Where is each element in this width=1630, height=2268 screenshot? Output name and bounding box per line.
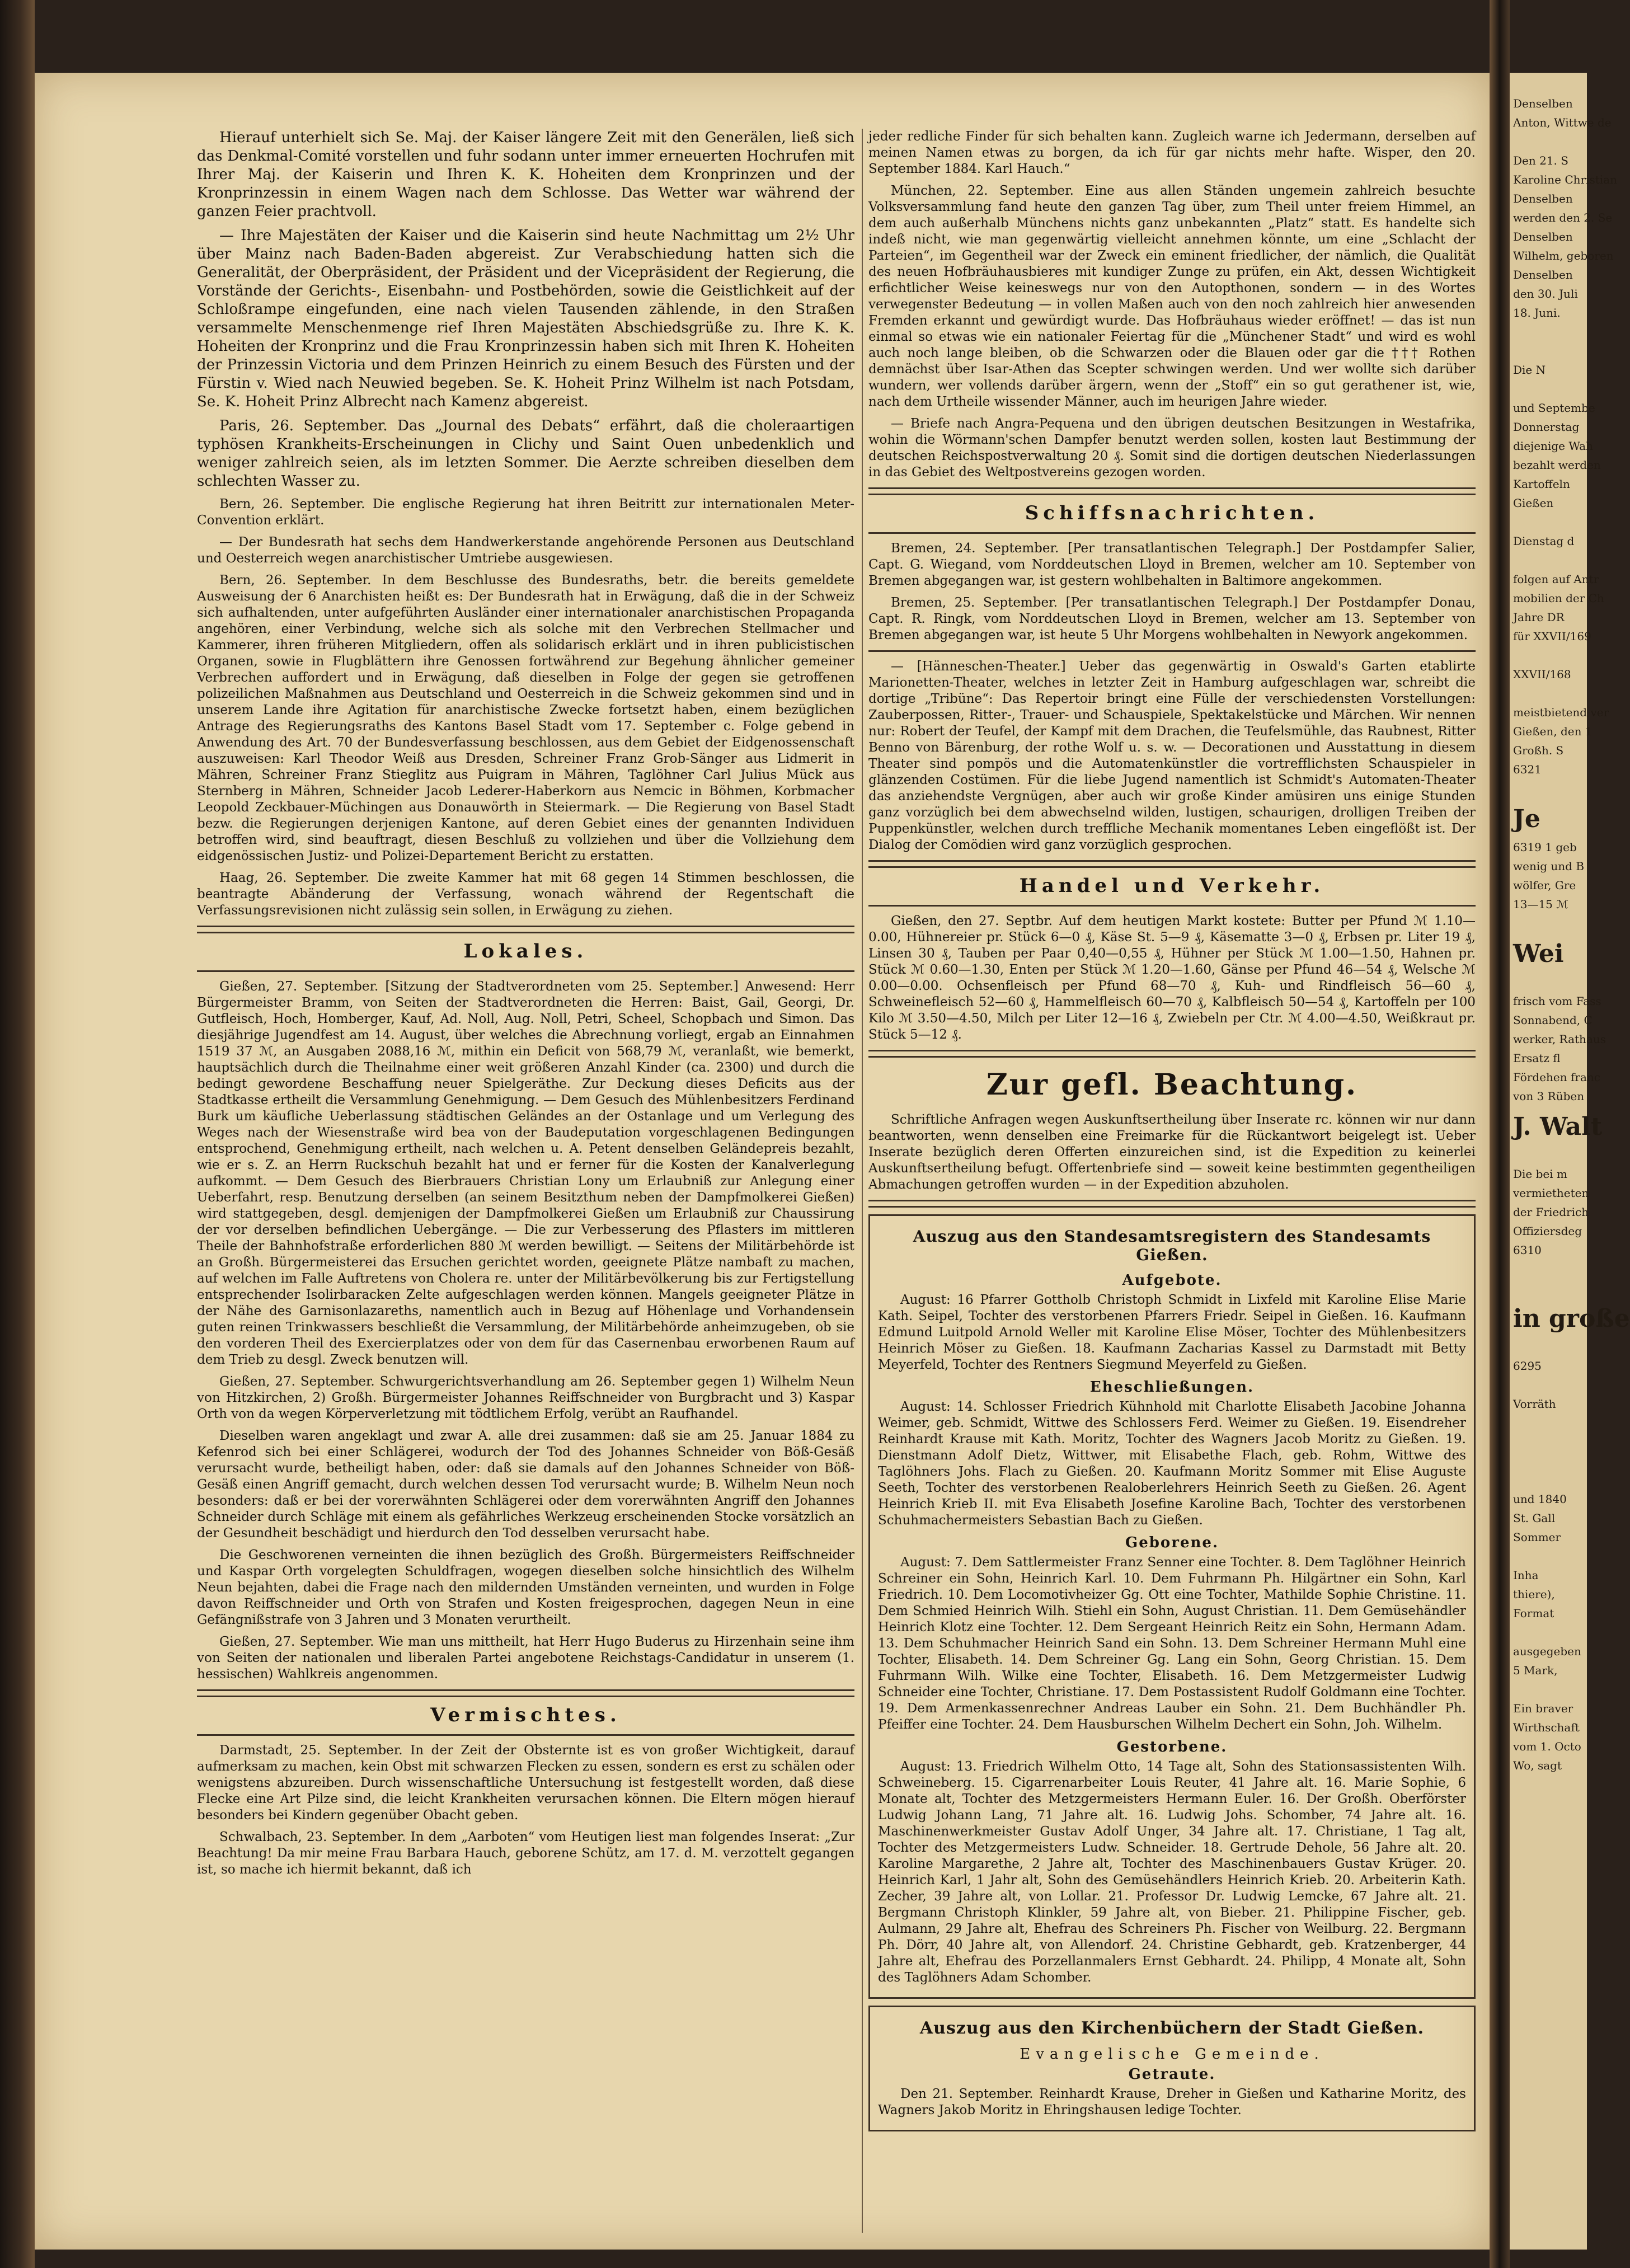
adjacent-page-line: 6295	[1513, 1359, 1542, 1373]
adjacent-page-line: Wo, sagt	[1513, 1759, 1562, 1772]
notice-text: Schriftliche Anfragen wegen Auskunftsertheilung über Inserate rc. können wir nur dann beantworten, wenn denselben eine Freimarke für die Rückantwort beigelegt ist. Ueber Inserate bezüglich deren Offerten einzureichen sind, ist die Expedition zu keinerlei Auskunftsertheilung befugt. Offertenbriefe sind — soweit keine bestimmten gegentheiligen Abmachungen getroffen wurden — in der Expedition abzuholen.	[868, 1112, 1476, 1192]
adjacent-page-line	[1513, 1434, 1587, 1450]
article-paragraph: Bremen, 25. September. [Per transatlantischen Telegraph.] Der Postdampfer Donau, Capt. R. Ringk, vom Norddeutschen Lloyd in Bremen, welcher am 13. September von Bremen abgegangen war, ist heute 5 Uhr Morgens wohlbehalten in Newyork angekommen.	[868, 595, 1476, 642]
adjacent-page-line	[1513, 1548, 1587, 1565]
adjacent-page-heading: Je	[1513, 805, 1540, 833]
section-divider	[868, 1200, 1476, 1208]
adjacent-page-line: folgen auf Antr	[1513, 572, 1599, 586]
adjacent-page-line: Sommer	[1513, 1530, 1561, 1544]
article-paragraph: Schwalbach, 23. September. In dem „Aarboten“ vom Heutigen liest man folgendes Inserat: „Zur Beachtung! Da mir meine Frau Barbara Hauch, geborene Schütz, am 17. d. M. verzottelt gegangen ist, so mache ich hiermit bekannt, daß ich	[197, 1830, 854, 1877]
adjacent-page-line	[1513, 685, 1587, 702]
adjacent-page-line: Inha	[1513, 1569, 1539, 1582]
article-paragraph: Gießen, 27. September. Schwurgerichtsverhandlung am 26. September gegen 1) Wilhelm Neun von Hitzkirchen, 2) Großh. Bürgermeister Johannes Reiffschneider von Burgbracht und 3) Kaspar Orth von da wegen Körperverletzung mit tödtlichem Erfolg, verübt an Raufhandel.	[197, 1374, 854, 1421]
registry-heading: Auszug aus den Standesamtsregistern des Standesamts Gießen.	[913, 1227, 1431, 1264]
article-paragraph: Hierauf unterhielt sich Se. Maj. der Kaiser längere Zeit mit den Generälen, ließ sich das Denkmal-Comité vorstellen und fuhr sodann unter immer erneuerten Hochrufen mit Ihrer Maj. der Kaiserin und Ihren K. K. Hoheiten dem Kronprinzen und der Kronprinzessin in einem Wagen nach dem Schlosse. Das Wetter war während der ganzen Feier prachtvoll.	[197, 129, 854, 220]
adjacent-page-line	[1513, 381, 1587, 397]
adjacent-page-line: XXVII/168	[1513, 668, 1571, 681]
adjacent-page-line	[1513, 514, 1587, 530]
newspaper-page	[35, 73, 1490, 2250]
registry-subheading: Aufgebote.	[1122, 1272, 1222, 1289]
adjacent-page-line	[1513, 1280, 1587, 1297]
registry-subheading: Getraute.	[1128, 2066, 1216, 2083]
adjacent-page-line: den 30. Juli	[1513, 287, 1578, 300]
article-paragraph: Gießen, 27. September. [Sitzung der Stadtverordneten vom 25. September.] Anwesend: Herr Bürgermeister Bramm, von Seiten der Stadtverordneten die Herren: Baist, Gail, Georgi, Dr. Gutfleisch, Hoch, Homberger, Kauf, Ad. Noll, Aug. Noll, Petri, Scheel, Schopbach und Simon. Das diesjährige Jugendfest am 14. August, über welches die Abrechnung vorliegt, ergab an Einnahmen 1519 37 ℳ, an Ausgaben 2088,16 ℳ, mithin ein Deficit von 568,79 ℳ, veranlaßt, wie bemerkt, hauptsächlich durch die Theilnahme einer weit größeren Anzahl Kinder (ca. 2300) und durch die bedingt gewordene Beschaffung neuer Spielgeräthe. Zur Deckung dieses Deficits aus der Stadtkasse ertheilt die Versammlung Genehmigung. — Dem Gesuch des Mühlenbesitzers Ferdinand Burk um käufliche Ueberlassung städtischen Geländes an der Ostanlage und um Verlegung des Weges nach der Wiesenstraße wird bea von der Baudeputation vorgeschlagenen Bedingungen entsprochend, Genehmigung ertheilt, nach welchen u. A. Petent denselben Geländepreis bezahlt, wie er s. Z. an Herrn Ruckschuh bezahlt hat und er ferner für die Kosten der Kanalverlegung aufkommt. — Dem Gesuch des Bierbrauers Christian Lony um Erlaubniß zur Anlegung einer Ueberfahrt, resp. Benutzung derselben (an seinem Besitzthum neben der Dampfmolkerei Gießen) wird stattgegeben, desgl. demjenigen der Dampfmolkerei Gießen um Erlaubniß zur Chaussirung der vor derselben befindlichen Uebergänge. — Die zur Verbesserung des Pflasters im mittleren Theile der Bahnhofstraße erforderlichen 880 ℳ werden bewilligt. — Seitens der Militärbehörde ist an Großh. Bürgermeisterei das Ersuchen gerichtet worden, geeignete Plätze nambaft zu machen, auf welchen im Falle Auftretens von Cholera re. unter der Militärbevölkerung bis zur Fertigstellung entsprechender Isolirbaracken Zelte aufgeschlagen werden können. Mangels geeigneter Plätze in der Nähe des Garnisonlazareths, namentlich auch in Bezug auf Höhenlage und Vorhandensein guten reinen Trinkwassers beschließt die Versammlung, der Militärbehörde anheimzugeben, ob sie den vorderen Theil des Exercierplatzes oder von dem für das Casernenbau erworbenen Raum auf dem Trieb zu desgl. Zweck benutzen will.	[197, 979, 854, 1367]
church-heading: Auszug aus den Kirchenbüchern der Stadt Gießen.	[919, 2018, 1425, 2038]
section-divider	[868, 487, 1476, 495]
adjacent-page-line: Fördehen franc	[1513, 1070, 1600, 1084]
adjacent-page-line: Sonnabend, C	[1513, 1013, 1593, 1027]
adjacent-page-line: thiere),	[1513, 1588, 1555, 1601]
notice-heading: Zur gefl. Beachtung.	[986, 1068, 1358, 1102]
church-subheading: Evangelische Gemeinde.	[1020, 2046, 1324, 2063]
adjacent-page-line: Denselben	[1513, 192, 1573, 205]
adjacent-page-line	[1513, 780, 1587, 797]
adjacent-page-line: von 3 Rüben	[1513, 1090, 1585, 1103]
article-paragraph: — [Hänneschen-Theater.] Ueber das gegenwärtig in Oswald's Garten etablirte Marionetten-Theater, welches in letzter Zeit in Hamburg aufgeschlagen war, schreibt die dortige „Tribüne“: Das Repertoir bringt eine Fülle der verschiedensten Vorstellungen: Zauberpossen, Ritter-, Trauer- und Schauspiele, Spektakelstücke und Märchen. Wir nennen nur: Robert der Teufel, der Kampf mit dem Drachen, die Teufelsmühle, das Raubnest, Ritter Benno von Bärenburg, der rothe Wolf u. s. w. — Decorationen und Ausstattung in diesem Theater sind pompös und die Automatenkünstler die vortrefflichsten Schauspieler in glänzenden Costümen. Für die liebe Jugend namentlich ist Schmidt's Automaten-Theater das anziehendste Vergnügen, aber auch wir große Kinder amüsiren uns einige Stunden ganz vorzüglich bei dem abwechselnd wilden, lustigen, schaurigen, drolligen Treiben der Puppenkünstler, welchen durch treffliche Mechanik momentanes Leben eingeflößt ist. Der Dialog der Comödien wird ganz vorzüglich gesprochen.	[868, 659, 1476, 852]
adjacent-page-line: 13—15 ℳ	[1513, 898, 1568, 911]
adjacent-page-line: Ersatz fl	[1513, 1051, 1561, 1065]
adjacent-page-line: 18. Juni.	[1513, 306, 1561, 320]
adjacent-page-line	[1513, 342, 1587, 359]
adjacent-page-line: 6310	[1513, 1243, 1542, 1257]
registry-subheading: Gestorbene.	[1116, 1739, 1228, 1755]
adjacent-page-line: und Septembe	[1513, 401, 1595, 415]
article-paragraph: Gießen, 27. September. Wie man uns mittheilt, hat Herr Hugo Buderus zu Hirzenhain seine ihm von Seiten der nationalen und liberalen Partei angebotene Reichstags-Candidatur in unserem (1. hessischen) Wahlkreis angenommen.	[197, 1635, 854, 1682]
church-registry-box	[868, 2006, 1476, 2131]
adjacent-page-line: Großh. S	[1513, 744, 1564, 757]
section-divider	[868, 1050, 1476, 1058]
adjacent-page-line	[1513, 323, 1587, 340]
section-divider	[868, 650, 1476, 652]
adjacent-page-line: Gießen, den 1	[1513, 725, 1593, 738]
registry-entries: August: 16 Pfarrer Gottholb Christoph Schmidt in Lixfeld mit Karoline Elise Marie Kath. Seipel, Tochter des verstorbenen Pfarrers Friedr. Seipel in Gießen. 16. Kaufmann Edmund Luitpold Arnold Weller mit Karoline Elise Möser, Tochter des Mühlenbesitzers Heinrich Möser zu Gießen. 18. Kaufmann Zacharias Kassel zu Darmstadt mit Betty Meyerfeld, Tochter des Rentners Siegmund Meyerfeld zu Gießen.	[878, 1293, 1466, 1372]
adjacent-page-line: ausgegeben	[1513, 1645, 1581, 1658]
adjacent-page-line: mobilien der Ch	[1513, 591, 1604, 605]
article-paragraph: Paris, 26. September. Das „Journal des Debats“ erfährt, daß die choleraartigen typhösen Krankheits-Erscheinungen in Clichy und Saint Ouen unbedenklich und weniger zahlreich seien, als im letzten Sommer. Die Aerzte schreiben dieselben dem schlechten Wasser zu.	[197, 417, 854, 490]
adjacent-page-line: und 1840	[1513, 1492, 1567, 1506]
column-rule	[862, 129, 863, 2233]
left-column	[197, 129, 854, 2233]
article-paragraph: Die Geschworenen verneinten die ihnen bezüglich des Großh. Bürgermeisters Reiffschneider und Kaspar Orth vorgelegten Schuldfragen, wogegen dieselben solche hinsichtlich des Wilhelm Neun bejahten, dabei die Frage nach den mildernden Umständen verneinten, und wurden in Folge davon Reiffschneider und Orth von Strafen und Kosten freigesprochen, dagegen Neun in eine Gefängnißstrafe von 3 Jahren und 3 Monaten verurtheilt.	[197, 1548, 854, 1627]
adjacent-page-line: St. Gall	[1513, 1511, 1556, 1525]
adjacent-page-line: Karoline Christian	[1513, 173, 1617, 186]
adjacent-page-line: Jahre DR	[1513, 611, 1565, 624]
adjacent-page-line: Denselben	[1513, 97, 1573, 110]
section-heading-lokales: Lokales.	[463, 940, 588, 962]
registry-subheading: Eheschließungen.	[1089, 1379, 1255, 1396]
adjacent-page-text	[1510, 95, 1630, 1776]
adjacent-page-line: vermietheten	[1513, 1186, 1589, 1200]
adjacent-page-line	[1513, 1261, 1587, 1278]
section-divider	[197, 1689, 854, 1697]
adjacent-page-line	[1513, 974, 1587, 990]
adjacent-page-line	[1513, 1147, 1587, 1163]
adjacent-page-heading: Wei	[1513, 940, 1564, 968]
civil-registry-box	[868, 1214, 1476, 1999]
adjacent-page-line: 6319 1 geb	[1513, 840, 1577, 854]
adjacent-page-line: vom 1. Octo	[1513, 1740, 1581, 1753]
adjacent-page-line: wenig und B	[1513, 860, 1585, 873]
adjacent-page-line: für XXVII/169	[1513, 630, 1591, 643]
adjacent-page-line: Offiziersdeg	[1513, 1224, 1582, 1238]
adjacent-page-line	[1513, 133, 1587, 150]
adjacent-page-line: meistbietend ver	[1513, 706, 1609, 719]
registry-subheading: Geborene.	[1125, 1534, 1219, 1551]
section-divider	[197, 1734, 854, 1736]
section-divider	[868, 860, 1476, 868]
adjacent-page-line	[1513, 552, 1587, 569]
adjacent-page-line: der Friedrich	[1513, 1205, 1589, 1219]
adjacent-page-line: Wilhelm, geboren	[1513, 249, 1614, 262]
adjacent-page-line	[1513, 1472, 1587, 1488]
market-prices: Gießen, den 27. Septbr. Auf dem heutigen Markt kostete: Butter per Pfund ℳ 1.10—0.00, Hühnereier pr. Stück 6—0 ₰, Käse St. 5—9 ₰, Käsematte 3—0 ₰, Erbsen pr. Liter 19 ₰, Linsen 30 ₰, Tauben per Paar 0,40—0,55 ₰, Hühner per Stück ℳ 1.00—1.50, Hahnen pr. Stück ℳ 0.60—1.30, Enten per Stück ℳ 1.20—1.60, Gänse per Pfund 46—54 ₰, Welsche ℳ 0.00—0.00. Ochsenfleisch per Pfund 68—70 ₰, Kuh- und Rindfleisch 56—60 ₰, Schweinefleisch 52—60 ₰, Hammelfleisch 60—70 ₰, Kalbfleisch 50—54 ₰, Kartoffeln per 100 Kilo ℳ 3.50—4.50, Milch per Liter 12—16 ₰, Zwiebeln per Ctr. ℳ 4.00—4.50, Weißkraut pr. Stück 5—12 ₰.	[868, 914, 1476, 1042]
adjacent-page-line	[1513, 1624, 1587, 1641]
adjacent-page-line	[1513, 647, 1587, 664]
adjacent-page-line: Denselben	[1513, 230, 1573, 243]
adjacent-page-line: werker, Rathaus	[1513, 1032, 1606, 1046]
adjacent-page-line: Denselben	[1513, 268, 1573, 281]
article-paragraph: Dieselben waren angeklagt und zwar A. alle drei zusammen: daß sie am 25. Januar 1884 zu Kefenrod sich bei einer Schlägerei, wodurch der Tod des Johannes Schneider von Böß-Gesäß verursacht wurde, betheiligt haben, oder: daß sie damals auf den Johannes Schneider von Böß-Gesäß einen Angriff gemacht, durch welchen dessen Tod verursacht wurde; B. Wilhelm Neun noch besonders: daß er bei der vorerwähnten Schlägerei oder dem vorerwähnten Angriff den Johannes Schneider durch Schläge mit einem als gefährliches Werkzeug erscheinenden Stocke vorsätzlich an der Gesundheit beschädigt und hierdurch den Tod desselben verursacht habe.	[197, 1429, 854, 1541]
adjacent-page-line: Format	[1513, 1607, 1554, 1620]
section-heading-schiffsnachrichten: Schiffsnachrichten.	[1025, 502, 1319, 524]
article-paragraph: Bern, 26. September. In dem Beschlusse des Bundesraths, betr. die bereits gemeldete Ausweisung der 6 Anarchisten heißt es: Der Bundesrath hat in Erwägung, daß die in der Schweiz sich aufhaltenden, unter aufgeführten Ausländer einer internationaler anarchistischen Propaganda angehören, einer Verbindung, welche sich als solche mit den Verbrechen Stellmacher und Kammerer, ihren früheren Mitgliedern, offen als solidarisch erklärt und in ihren publicistischen Organen, sowie in Flugblättern ihre Genossen fortwährend zur Begehung ähnlicher gemeiner Verbrechen auffordert und in Erwägung, daß dieselben in Folge der gegen sie getroffenen polizeilichen Maßnahmen aus Deutschland und Oesterreich in die Schweiz gekommen sind und in unserem Lande ihre Agitation für anarchistische Zwecke fortsetzt haben, einem bezüglichen Antrage des Regierungsraths des Kantons Basel Stadt vom 17. September c. Folge gebend in Anwendung des Art. 70 der Bundesverfassung beschlossen, aus dem Gebiet der Eidgenossenschaft auszuweisen: Karl Theodor Weiß aus Dresden, Schreiner Franz Grob-Sänger aus Lidmerit in Mähren, Schreiner Franz Stieglitz aus Puigram in Mähren, Taglöhner Carl Julius Mück aus Sternberg in Mähren, Schneider Jacob Lederer-Haberkorn aus Nemcic in Böhmen, Korbmacher Leopold Zeckbauer-Müchingen aus Donauwörth in Steiermark. — Die Regierung von Basel Stadt bezw. die Regierungen derjenigen Kantone, auf deren Gebiet eines der genannten Individuen betroffen wird, sind beauftragt, diesen Beschluß zu vollziehen und über die Vollziehung dem eidgenössischen Justiz- und Polizei-Departement Bericht zu erstatten.	[197, 573, 854, 863]
adjacent-page-line	[1513, 915, 1587, 932]
adjacent-page-line	[1513, 1339, 1587, 1355]
adjacent-page-heading: J. Walt	[1513, 1112, 1603, 1141]
adjacent-page-line: 5 Mark,	[1513, 1664, 1558, 1677]
adjacent-page-line	[1513, 1681, 1587, 1698]
adjacent-page-line: 6321	[1513, 763, 1542, 776]
registry-entries: Den 21. September. Reinhardt Krause, Dreher in Gießen und Katharine Moritz, des Wagners Jakob Moritz in Ehringshausen ledige Tochter.	[878, 2087, 1466, 2117]
adjacent-page-line: diejenige Wah	[1513, 439, 1593, 453]
adjacent-page-line: wölfer, Gre	[1513, 879, 1576, 892]
adjacent-page-line: Gießen	[1513, 496, 1554, 510]
adjacent-page-line: Vorräth	[1513, 1397, 1556, 1411]
article-paragraph: — Briefe nach Angra-Pequena und den übrigen deutschen Besitzungen in Westafrika, wohin die Wörmann'schen Dampfer benutzt werden sollen, kosten laut Bestimmung der deutschen Reichspostverwaltung 20 ₰. Somit sind die dortigen deutschen Niederlassungen in das Gebiet des Weltpostvereins gezogen worden.	[868, 416, 1476, 480]
adjacent-page-line: Dienstag d	[1513, 534, 1575, 548]
book-spine	[0, 0, 35, 2268]
registry-entries: August: 13. Friedrich Wilhelm Otto, 14 Tage alt, Sohn des Stationsassistenten Wilh. Schweineberg. 15. Cigarrenarbeiter Louis Reuter, 41 Jahre alt. 16. Marie Sophie, 6 Monate alt, Tochter des Metzgermeisters Hermann Euler. 16. Der Großh. Oberförster Ludwig Johann Lang, 71 Jahre alt. 16. Ludwig Johs. Schomber, 74 Jahre alt. 16. Maschinenwerkmeister Gustav Adolf Unger, 34 Jahre alt. 17. Christiane, 1 Tag alt, Tochter des Metzgermeisters Ludw. Schneider. 18. Gertrude Dehole, 56 Jahre alt. 20. Karoline Margarethe, 2 Jahre alt, Tochter des Maschinenbauers Gustav Krüger. 20. Heinrich Karl, 1 Jahr alt, Sohn des Gemüsehändlers Heinrich Krieb. 20. Arbeiterin Kath. Zecher, 39 Jahre alt, von Lollar. 21. Professor Dr. Ludwig Lemcke, 67 Jahre alt. 21. Bergmann Christoph Klinkler, 59 Jahre alt, von Bieber. 21. Philippine Fischer, geb. Aulmann, 29 Jahre alt, Ehefrau des Schreiners Ph. Fischer von Weilburg. 22. Bergmann Ph. Dörr, 40 Jahre alt, von Allendorf. 24. Christine Gebhardt, geb. Kratzenberger, 44 Jahre alt, Ehefrau des Porzellanmalers Ernst Gebhardt. 24. Philipp, 4 Monate alt, Sohn des Taglöhners Adam Schomber.	[878, 1759, 1466, 1985]
article-paragraph: Bern, 26. September. Die englische Regierung hat ihren Beitritt zur internationalen Meter-Convention erklärt.	[197, 497, 854, 528]
adjacent-page-line: Anton, Wittwe de	[1513, 116, 1612, 129]
adjacent-page-line: Kartoffeln	[1513, 477, 1570, 491]
adjacent-page-line	[1513, 1377, 1587, 1393]
section-heading-vermischtes: Vermischtes.	[430, 1704, 621, 1726]
article-paragraph: Bremen, 24. September. [Per transatlantischen Telegraph.] Der Postdampfer Salier, Capt. G. Wiegand, vom Norddeutschen Lloyd in Bremen, welcher am 10. September von Bremen abgegangen war, ist gestern wohlbehalten in Baltimore angekommen.	[868, 541, 1476, 588]
article-paragraph: Haag, 26. September. Die zweite Kammer hat mit 68 gegen 14 Stimmen beschlossen, die beantragte Abänderung der Verfassung, wonach während der Regentschaft die Verfassungsrevisionen nicht zulässig sein sollen, in Erwägung zu ziehen.	[197, 871, 854, 918]
registry-entries: August: 14. Schlosser Friedrich Kühnhold mit Charlotte Elisabeth Jacobine Johanna Weimer, geb. Schmidt, Wittwe des Schlossers Ferd. Weimer zu Gießen. 19. Eisendreher Reinhardt Krause mit Kath. Moritz, Tochter des Wagners Jacob Moritz zu Gießen. 19. Dienstmann Adolf Dietz, Wittwer, mit Elisabethe Flach, geb. Rohm, Wittwe des Taglöhners Johs. Flach zu Gießen. 20. Kaufmann Moritz Sommer mit Elise Auguste Seeth, Tochter des verstorbenen Realoberlehrers Heinrich Seeth zu Gießen. 26. Agent Heinrich Krieb II. mit Eva Elisabeth Josefine Karoline Bach, Tochter des verstorbenen Schuhmachermeisters Sebastian Bach zu Gießen.	[878, 1400, 1466, 1528]
adjacent-page-line: Ein braver	[1513, 1702, 1573, 1715]
adjacent-page-line: Die N	[1513, 363, 1546, 377]
section-divider	[197, 970, 854, 972]
adjacent-page-line: Den 21. S	[1513, 154, 1568, 167]
adjacent-page-line: Donnerstag	[1513, 420, 1580, 434]
article-paragraph: — Der Bundesrath hat sechs dem Handwerkerstande angehörende Personen aus Deutschland und Oesterreich wegen anarchistischer Umtriebe ausgewiesen.	[197, 535, 854, 566]
adjacent-page-line	[1513, 1415, 1587, 1431]
article-paragraph: jeder redliche Finder für sich behalten kann. Zugleich warne ich Jedermann, derselben auf meinen Namen etwas zu borgen, da ich für gar nichts mehr hafte. Wisper, den 20. September 1884. Karl Hauch.“	[868, 129, 1476, 176]
adjacent-page-line	[1513, 1453, 1587, 1469]
section-divider	[197, 926, 854, 933]
adjacent-page-line: frisch vom Fass	[1513, 994, 1601, 1008]
article-paragraph: — Ihre Majestäten der Kaiser und die Kaiserin sind heute Nachmittag um 2½ Uhr über Mainz nach Baden-Baden abgereist. Zur Verabschiedung hatten sich die Generalität, der Oberpräsident, der Präsident und der Vicepräsident der Regierung, die Vorstände der Gerichts-, Eisenbahn- und Postbehörden, sowie die Geistlichkeit auf der Schloßrampe eingefunden, eine nach vielen Tausenden zählende, in den Straßen versammelte Menschenmenge rief Ihren Majestäten Abschiedsgrüße zu. Ihre K. K. Hoheiten der Kronprinz und die Frau Kronprinzessin haben sich mit Ihren K. Hoheiten der Prinzessin Victoria und dem Prinzen Heinrich zu einem Besuch des Fürsten und der Fürstin v. Wied nach Neuwied begeben. Se. K. Hoheit Prinz Wilhelm ist nach Potsdam, Se. K. Hoheit Prinz Albrecht nach Kamenz abgereist.	[197, 227, 854, 410]
section-divider	[868, 532, 1476, 534]
section-heading-handel: Handel und Verkehr.	[1019, 875, 1325, 897]
adjacent-page-line: bezahlt werden	[1513, 458, 1601, 472]
adjacent-page-strip	[1510, 73, 1630, 2250]
article-paragraph: Darmstadt, 25. September. In der Zeit der Obsternte ist es von großer Wichtigkeit, darauf aufmerksam zu machen, kein Obst mit schwarzen Flecken zu essen, sondern es erst zu schälen oder wenigstens abzureiben. Durch wissenschaftliche Untersuchung ist festgestellt worden, daß diese Flecke eine Art Pilze sind, die leicht Krankheiten verursachen können. Die Eltern mögen hierauf besonders bei Kindern gegenüber Obacht geben.	[197, 1743, 854, 1823]
right-column	[868, 129, 1476, 2233]
section-divider	[868, 905, 1476, 907]
registry-entries: August: 7. Dem Sattlermeister Franz Senner eine Tochter. 8. Dem Taglöhner Heinrich Schreiner ein Sohn, Heinrich Karl. 10. Dem Fuhrmann Ph. Hilgärtner ein Sohn, Karl Friedrich. 10. Dem Locomotivheizer Gg. Ott eine Tochter, Mathilde Sophie Christine. 11. Dem Schmied Heinrich Wilh. Stiehl ein Sohn, August Christian. 11. Dem Gemüsehändler Heinrich Klotz eine Tochter. 12. Dem Sergeant Heinrich Reitz ein Sohn, Hermann Adam. 13. Dem Schuhmacher Heinrich Sand ein Sohn. 13. Dem Schreiner Hermann Muhl eine Tochter, Elisabeth. 14. Dem Schreiner Gg. Lang ein Sohn, Georg Christian. 15. Dem Fuhrmann Wilh. Wilke eine Tochter, Elisabeth. 16. Dem Metzgermeister Ludwig Schneider eine Tochter, Christiane. 17. Dem Postassistent Rudolf Goldmann eine Tochter. 19. Dem Armenkassenrechner Andreas Lauber ein Sohn. 21. Dem Buchhändler Ph. Pfeiffer eine Tochter. 24. Dem Hausburschen Wilhelm Dechert ein Sohn, Joh. Wilhelm.	[878, 1555, 1466, 1732]
adjacent-page-line: Die bei m	[1513, 1167, 1567, 1181]
adjacent-page-line: Wirthschaft	[1513, 1721, 1580, 1734]
adjacent-page-line: werden den 2. Se	[1513, 211, 1613, 224]
article-paragraph: München, 22. September. Eine aus allen Ständen ungemein zahlreich besuchte Volksversammlung fand heute den ganzen Tag über, zum Theil unter freiem Himmel, an dem auch außerhalb Münchens nichts ganz unbekannten „Platz“ statt. Es handelte sich indeß nicht, wie man gegenwärtig vielleicht annehmen könnte, um eine „Schlacht der Parteien“, im Gegentheil war der Zweck ein eminent friedlicher, der nämlich, die Qualität des neuen Hofbräuhausbieres mit kundiger Zunge zu prüfen, ein Akt, dessen Wichtigkeit erfichtlicher Weise keineswegs nur von den Autopthonen, sondern — in des Wortes verwegenster Bedeutung — in vollen Maßen auch von den noch zahlreich hier anwesenden Fremden erkannt und gewürdigt wurde. Das Hofbräuhaus wieder eröffnet! — das ist nun einmal so etwas wie ein nationaler Feiertag für die „Münchener Stadt“ und wird es wohl auch noch lange bleiben, ob die Schwarzen oder die Blauen oder gar die ††† Rothen demnächst über Isar-Athen das Scepter schwingen werden. Und wer wollte sich darüber wundern, wer vollends darüber ärgern, wenn der „Stoff“ ein so gut gerathener ist, wie, nach dem Urtheile wissender Männer, auch im heurigen Jahre wieder.	[868, 184, 1476, 409]
adjacent-page-heading: in große	[1513, 1304, 1630, 1333]
page-gutter	[1490, 0, 1510, 2268]
